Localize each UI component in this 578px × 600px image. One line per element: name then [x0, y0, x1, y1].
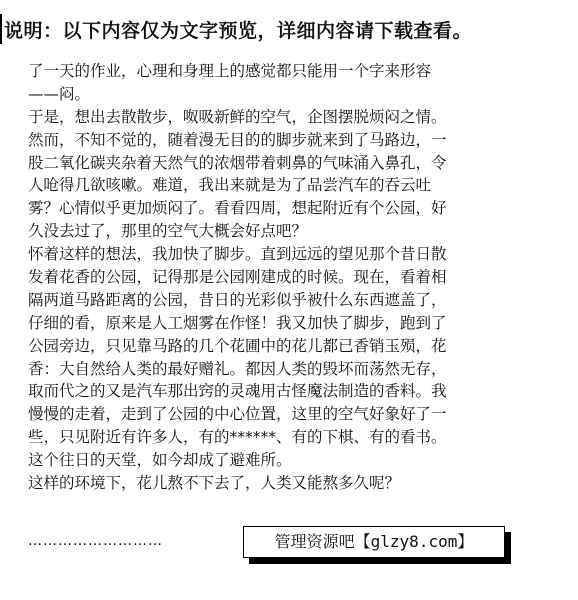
body-line: 怀着这样的想法，我加快了脚步。直到远远的望见那个昔日散	[28, 245, 447, 264]
body-line: 发着花香的公园，记得那是公园刚建成的时候。现在，看着相	[28, 268, 447, 287]
body-line: 香：大自然给人类的最好赠礼。都因人类的毁坏而荡然无存，	[28, 359, 447, 378]
body-line: 了一天的作业，心理和身理上的感觉都只能用一个字来形容	[28, 62, 432, 80]
body-line: 人呛得几欲咳嗽。难道，我出来就是为了品尝汽车的吞云吐	[28, 176, 432, 195]
body-line: 雾？心情似乎更加烦闷了。看看四周，想起附近有个公园，好	[28, 199, 447, 218]
body-line: 慢慢的走着，走到了公园的中心位置，这里的空气好象好了一	[28, 405, 447, 424]
body-line: 股二氧化碳夹杂着天然气的浓烟带着刺鼻的气味涌入鼻孔，令	[28, 153, 447, 172]
body-line: 久没去过了，那里的空气大概会好点吧？	[28, 222, 308, 241]
body-line: 隔两道马路距离的公园，昔日的光彩似乎被什么东西遮盖了，	[28, 290, 447, 309]
body-line: 取而代之的又是汽车那出窍的灵魂用古怪魔法制造的香料。我	[28, 382, 447, 401]
body-line: ——闷。	[28, 84, 91, 103]
article-body	[28, 60, 558, 495]
body-line: 些，只见附近有许多人，有的******、有的下棋、有的看书。	[28, 428, 447, 447]
watermark-stamp	[243, 526, 505, 558]
body-line: 然而，不知不觉的，随着漫无目的的脚步就来到了马路边，一	[28, 130, 447, 149]
watermark-text: 管理资源吧【glzy8.com】	[243, 526, 505, 558]
body-line: 这个往日的天堂，如今却成了避难所。	[28, 451, 292, 470]
body-line: 公园旁边，只见靠马路的几个花圃中的花儿都已香销玉殒，花	[28, 336, 447, 355]
body-line: 这样的环境下，花儿熬不下去了，人类又能熬多久呢？	[28, 474, 401, 493]
preview-notice: 说明：以下内容仅为文字预览，详细内容请下载查看。	[4, 20, 473, 42]
preview-notice-banner	[0, 14, 578, 44]
ellipsis-dots: ………………………	[28, 533, 163, 549]
body-line: 仔细的看，原来是人工烟雾在作怪！我又加快了脚步，跑到了	[28, 313, 447, 332]
body-line: 于是，想出去散散步，呶吸新鲜的空气，企图摆脱烦闷之情。	[28, 107, 447, 126]
